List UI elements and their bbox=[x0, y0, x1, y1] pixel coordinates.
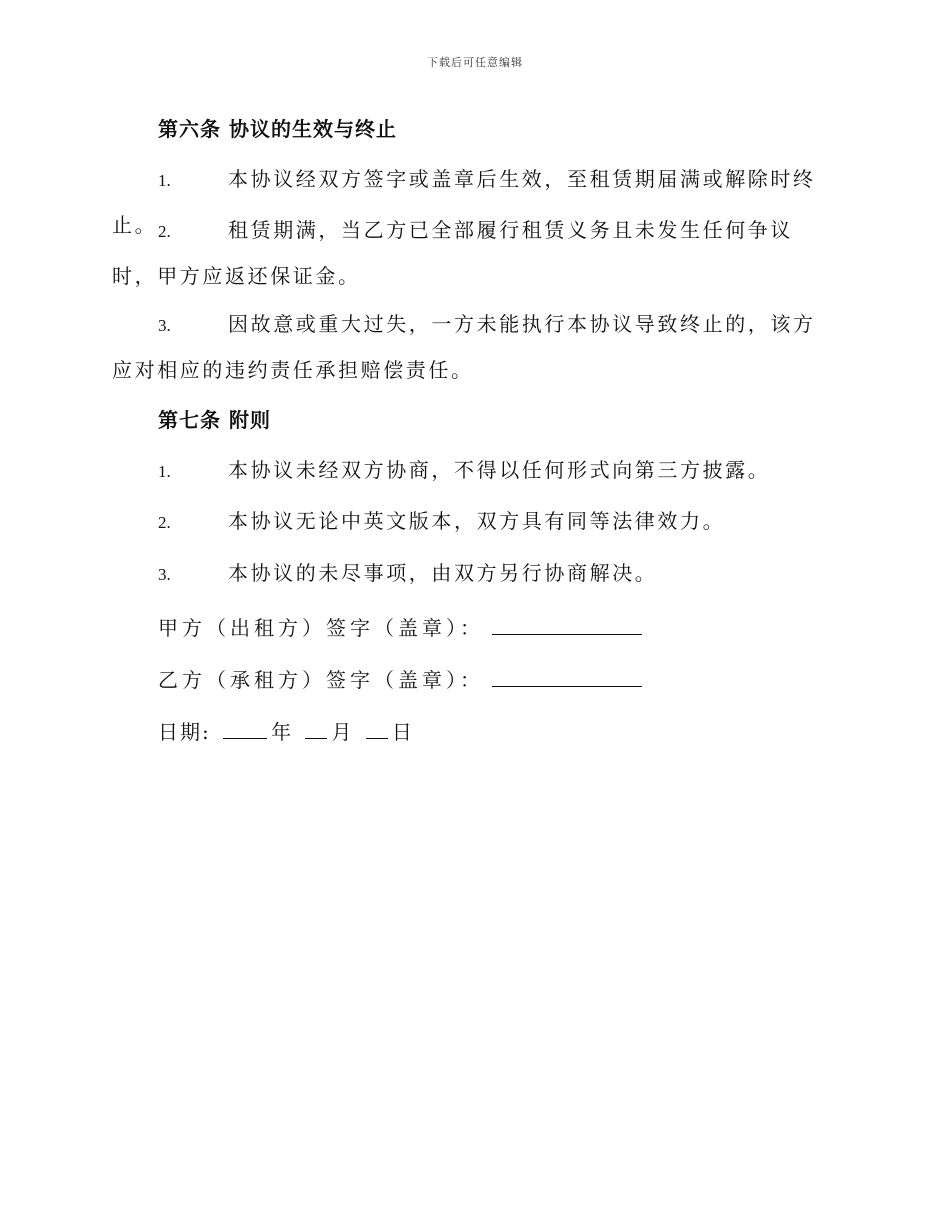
item-number: 1. bbox=[158, 462, 171, 481]
section-7-item-2 bbox=[112, 499, 830, 545]
date-year-label: 年 bbox=[271, 720, 294, 744]
date-label: 日期: bbox=[158, 720, 211, 744]
item-text: 租赁期满，当乙方已全部履行租赁义务且未发生任何争议时，甲方应返还保证金。 bbox=[112, 218, 793, 288]
date-day-label: 日 bbox=[391, 720, 414, 744]
section-6-item-3 bbox=[112, 302, 830, 393]
section-7-title: 第七条 附则 bbox=[158, 408, 271, 432]
date-day-blank bbox=[366, 720, 388, 739]
item-number: 3. bbox=[158, 565, 171, 584]
party-b-signature-line bbox=[158, 664, 642, 693]
section-6-item-2 bbox=[112, 208, 830, 299]
party-b-label: 乙方（承租方）签字（盖章）： bbox=[158, 668, 484, 692]
section-7-item-3 bbox=[112, 551, 830, 597]
date-month-blank bbox=[305, 720, 327, 739]
item-text: 本协议无论中英文版本，双方具有同等法律效力。 bbox=[228, 509, 726, 533]
item-text: 本协议经双方签字或盖章后生效，至租赁期届满或解除时终止。 bbox=[112, 167, 816, 237]
date-month-label: 月 bbox=[331, 720, 354, 744]
page-header: 下载后可任意编辑 bbox=[427, 56, 523, 69]
item-text: 本协议的未尽事项，由双方另行协商解决。 bbox=[228, 561, 658, 585]
party-a-signature-line bbox=[158, 612, 642, 641]
party-a-label: 甲方（出租方）签字（盖章）： bbox=[158, 616, 484, 640]
item-text: 因故意或重大过失，一方未能执行本协议导致终止的，该方应对相应的违约责任承担赔偿责任。 bbox=[112, 312, 816, 382]
date-line bbox=[158, 716, 414, 745]
item-text: 本协议未经双方协商，不得以任何形式向第三方披露。 bbox=[228, 458, 771, 482]
section-7-item-1 bbox=[112, 448, 830, 494]
item-number: 3. bbox=[158, 316, 171, 335]
party-b-signature-blank bbox=[492, 666, 642, 687]
party-a-signature-blank bbox=[492, 614, 642, 635]
item-number: 1. bbox=[158, 171, 171, 190]
date-year-blank bbox=[223, 720, 267, 739]
section-6-title: 第六条 协议的生效与终止 bbox=[158, 117, 397, 141]
item-number: 2. bbox=[158, 222, 171, 241]
item-number: 2. bbox=[158, 513, 171, 532]
